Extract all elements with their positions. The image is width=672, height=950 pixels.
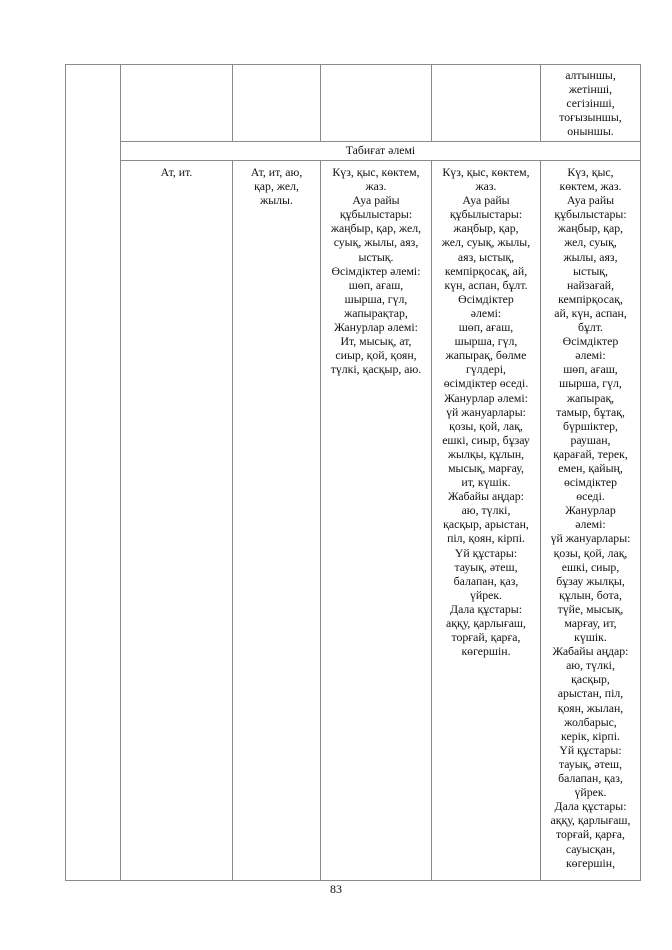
- table-cell-col2: Ат, ит.: [160, 165, 193, 179]
- section-header-bottom-border: [120, 160, 641, 161]
- column-divider-2: [232, 64, 233, 141]
- section-header-nature: Табиғат әлемі: [345, 143, 416, 157]
- table-left-border: [65, 64, 66, 880]
- table-cell-col3: Ат, ит, аю, қар, жел, жылы.: [250, 165, 303, 208]
- table-top-border: [65, 64, 641, 65]
- table-bottom-border: [65, 880, 641, 881]
- column-divider-4: [431, 64, 432, 141]
- ordinal-numbers-cell: алтыншы, жетінші, сегізінші, тоғызыншы, оныншы.: [559, 68, 622, 139]
- column-divider-1: [120, 64, 121, 880]
- table-cell-col6: Күз, қыс, көктем, жаз. Ауа райы құбылыстары: жаңбыр, қар, жел, суық, жылы, аяз, ыстық, найзағай, кемпірқосақ, ай, күн, аспан, бұлт. Өсімдіктер әлемі: шөп, ағаш, шырша, гүл, жапырақ, тамыр, бұтақ, бүршіктер, раушан, қарағай, терек, емен, қайың, өсімдіктер өседі. Жанурлар әлемі: үй жануарлары: қозы, қой, лақ, ешкі, сиыр, бұзау жылқы, құлын, бота, түйе, мысық, марғау, ит, күшік. Жабайы аңдар: аю, түлкі, қасқыр, арыстан, піл, қоян, жылан, жолбарыс, керік, кірпі. Үй құстары: тауық, әтеш, балапан, қаз, үйрек. Дала құстары: аққу, қарлығаш, торғай, қарға, сауысқан, көгершін,: [550, 165, 631, 870]
- page-number: 83: [330, 882, 342, 896]
- table-cell-col4: Күз, қыс, көктем, жаз. Ауа райы құбылыстары: жаңбыр, қар, жел, суық, жылы, аяз, ыстық. Өсімдіктер әлемі: шөп, ағаш, шырша, гүл, жапырақтар, Жанурлар әлемі: Ит, мысық, ат, сиыр, қой, қоян, түлкі, қасқыр, аю.: [330, 165, 422, 377]
- column-divider-2b: [232, 160, 233, 880]
- section-header-top-border: [120, 141, 641, 142]
- table-cell-col5: Күз, қыс, көктем, жаз. Ауа райы құбылыстары: жаңбыр, қар, жел, суық, жылы, аяз, ыстық, кемпірқосақ, ай, күн, аспан, бұлт. Өсімдіктер әлемі: шөп, ағаш, шырша, гүл, жапырақ, бөлме гүлдері, өсімдіктер өседі. Жанурлар әлемі: үй жануарлары: қозы, қой, лақ, ешкі, сиыр, бұзау жылқы, құлын, мысық, марғау, ит, күшік. Жабайы аңдар: аю, түлкі, қасқыр, арыстан, піл, қоян, кірпі. Үй құстары: тауық, әтеш, балапан, қаз, үйрек. Дала құстары: аққу, қарлығаш, торғай, қарға, көгершін.: [441, 165, 531, 659]
- table-right-border: [640, 64, 641, 880]
- column-divider-3: [320, 64, 321, 141]
